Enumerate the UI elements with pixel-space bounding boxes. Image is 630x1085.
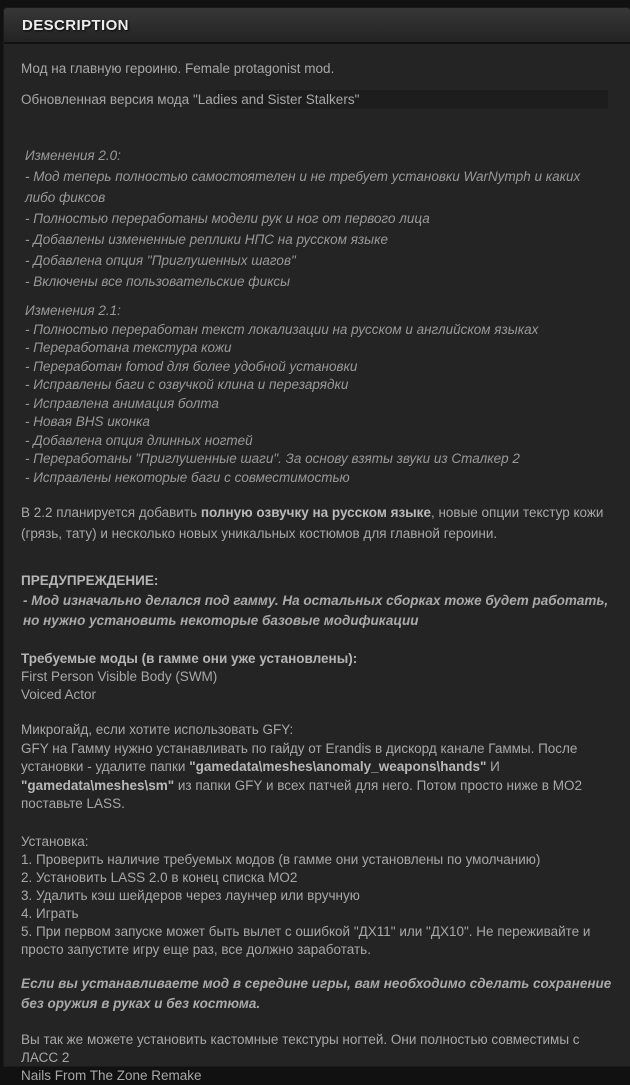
description-body bbox=[4, 44, 630, 1085]
changelog-2-1-heading: Изменения 2.1: bbox=[25, 303, 121, 318]
install-step: 1. Проверить наличие требуемых модов (в гамме они установлены по умолчанию) bbox=[21, 851, 541, 867]
changelog-item: - Переработана текстура кожи bbox=[25, 340, 232, 355]
changelog-item: - Переработан fomod для более удобной установки bbox=[25, 358, 358, 374]
gfy-guide-block bbox=[21, 721, 614, 814]
gfy-path-sm: "gamedata\meshes\sm" bbox=[21, 777, 175, 793]
gfy-paragraph bbox=[21, 740, 614, 814]
changelog-item: - Включены все пользовательские фиксы bbox=[25, 274, 290, 289]
midgame-save-note: Если вы устанавливаете мод в середине игры, вам необходимо сделать сохранение без оружия в руках и без костюма. bbox=[21, 975, 612, 1011]
install-step: 5. При первом запуске может быть вылет с ошибкой "ДХ11" или "ДХ10". Не переживайте и просто запустите игру еще раз, все должно заработать. bbox=[21, 923, 591, 957]
gfy-mid: И bbox=[486, 759, 500, 774]
gfy-path-hands: "gamedata\meshes\anomaly_weapons\hands" bbox=[189, 759, 487, 774]
changelog-2-0-heading: Изменения 2.0: bbox=[25, 148, 121, 163]
changelog-item: - Исправлена анимация болта bbox=[25, 395, 219, 411]
required-mods-label: Требуемые моды (в гамме они уже установлены): bbox=[21, 651, 358, 666]
changelog-2-0 bbox=[21, 145, 614, 292]
changelog-item: - Переработаны "Приглушенные шаги". За основу взяты звуки из Сталкер 2 bbox=[25, 451, 520, 466]
gfy-part1: GFY на Гамму нужно устанавливать по гайду от Erandis в дискорд канале Гаммы. После установки - удалите папки bbox=[21, 740, 578, 774]
plans-bold-text: полную озвучку на русском языке bbox=[200, 505, 431, 520]
changelog-item: - Исправлены некоторые баги с совместимостью bbox=[25, 469, 350, 485]
gfy-part2: из папки GFY и всех патчей для него. Потом просто ниже в МО2 поставьте LASS. bbox=[21, 777, 582, 811]
changelog-item: - Полностью переработаны модели рук и ног от первого лица bbox=[25, 211, 430, 226]
install-step: 2. Установить LASS 2.0 в конец списка МО2 bbox=[21, 869, 298, 885]
page-title: DESCRIPTION bbox=[22, 16, 129, 34]
plans-prefix: В 2.2 планируется добавить bbox=[21, 505, 201, 520]
description-header-bar bbox=[4, 8, 630, 44]
installation-heading: Установка: bbox=[21, 833, 89, 849]
changelog-item: - Новая BHS иконка bbox=[25, 414, 150, 429]
description-panel bbox=[4, 8, 630, 1083]
changelog-item: - Полностью переработан текст локализации на русском и английском языках bbox=[25, 321, 539, 337]
mod-link-voiced-actor[interactable]: Voiced Actor bbox=[21, 687, 97, 702]
warning-label: ПРЕДУПРЕЖДЕНИЕ: bbox=[21, 573, 159, 588]
warning-text: - Мод изначально делался под гамму. На остальных сборках тоже будет работать, но нужно установить некоторые базовые модификации bbox=[23, 593, 609, 628]
gfy-heading: Микрогайд, если хотите использовать GFY: bbox=[21, 722, 294, 737]
changelog-item: - Добавлены измененные реплики НПС на русском языке bbox=[25, 232, 388, 247]
nails-block bbox=[21, 1031, 614, 1085]
future-plans-paragraph bbox=[21, 502, 614, 544]
intro-line-1: Мод на главную героиню. Female protagonist mod. bbox=[21, 61, 335, 76]
intro-line-2-text: Обновленная версия мода "Ladies and Sister Stalkers" bbox=[21, 92, 360, 107]
install-step: 4. Играть bbox=[21, 905, 79, 921]
nails-text: Вы так же можете установить кастомные текстуры ногтей. Они полностью совместимы с ЛАСС 2 bbox=[21, 1031, 580, 1065]
required-mods-block bbox=[21, 650, 614, 704]
changelog-item: - Добавлена опция длинных ногтей bbox=[25, 432, 253, 448]
changelog-2-1 bbox=[21, 302, 614, 487]
warning-block bbox=[21, 571, 614, 631]
plans-suffix: , новые опции текстур кожи (грязь, тату) и несколько новых уникальных костюмов для главной героини. bbox=[21, 505, 604, 541]
install-step: 3. Удалить кэш шейдеров через лаунчер или вручную bbox=[21, 887, 360, 903]
changelog-item: - Мод теперь полностью самостоятелен и не требует установки WarNymph и каких либо фиксов bbox=[25, 169, 581, 205]
changelog-item: - Исправлены баги с озвучкой клина и перезарядки bbox=[25, 377, 349, 392]
intro-line-2 bbox=[21, 90, 614, 109]
installation-block bbox=[21, 833, 614, 959]
mod-link-nails-from-the-zone[interactable]: Nails From The Zone Remake bbox=[21, 1067, 202, 1083]
changelog-item: - Добавлена опция "Приглушенных шагов" bbox=[25, 253, 296, 268]
mod-link-first-person-visible-body[interactable]: First Person Visible Body (SWM) bbox=[21, 669, 218, 684]
